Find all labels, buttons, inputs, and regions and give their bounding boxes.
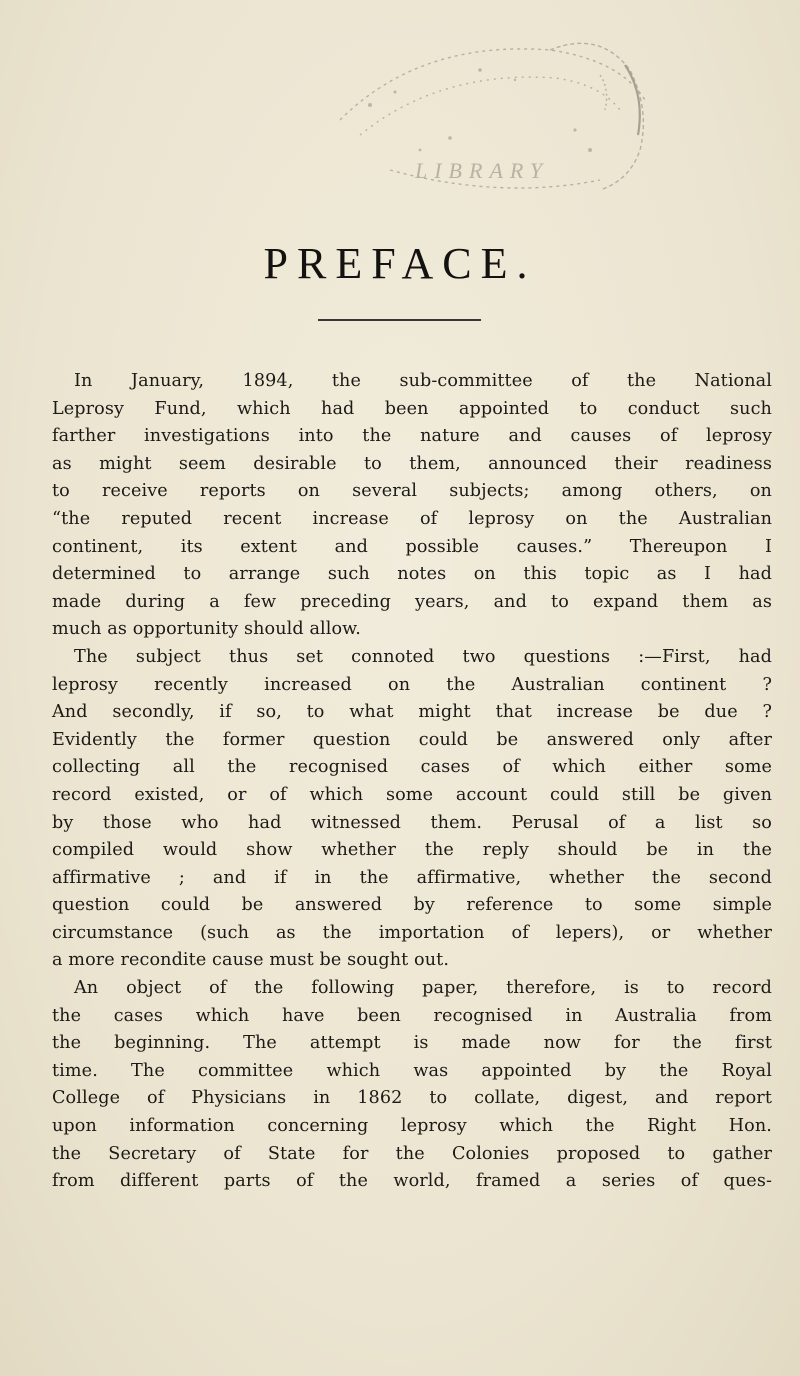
text-line: Evidently the former question could be answered only after bbox=[52, 729, 772, 750]
text-line: to receive reports on several subjects; among others, on bbox=[52, 481, 772, 502]
text-line: record existed, or of which some account could still be given bbox=[52, 784, 772, 805]
text-line: College of Physicians in 1862 to collate, digest, and report bbox=[52, 1088, 772, 1109]
text-line: An object of the following paper, therefore, is to record bbox=[74, 978, 772, 999]
text-line: circumstance (such as the importation of lepers), or whether bbox=[52, 922, 772, 943]
text-line: much as opportunity should allow. bbox=[52, 619, 361, 640]
text-line: the beginning. The attempt is made now for the first bbox=[52, 1033, 772, 1054]
text-line: “the reputed recent increase of leprosy on the Australian bbox=[52, 508, 772, 529]
text-line: The subject thus set connoted two questions :—First, had bbox=[74, 646, 772, 667]
text-line: continent, its extent and possible causes.” Thereupon I bbox=[52, 536, 772, 557]
text-line: the cases which have been recognised in Australia from bbox=[52, 1005, 772, 1026]
text-line: upon information concerning leprosy which the Right Hon. bbox=[52, 1116, 772, 1137]
page-title: PREFACE. bbox=[263, 239, 537, 288]
text-line: affirmative ; and if in the affirmative, whether the second bbox=[52, 867, 772, 888]
text-line: question could be answered by reference to some simple bbox=[52, 895, 772, 916]
text-line: made during a few preceding years, and to expand them as bbox=[52, 591, 772, 612]
text-line: Leprosy Fund, which had been appointed to conduct such bbox=[52, 398, 772, 419]
library-stamp-image bbox=[300, 10, 670, 210]
text-line: time. The committee which was appointed by the Royal bbox=[52, 1060, 772, 1081]
text-line: leprosy recently increased on the Australian continent ? bbox=[52, 674, 772, 695]
text-line: as might seem desirable to them, announced their readiness bbox=[52, 453, 772, 474]
text-line: compiled would show whether the reply should be in the bbox=[52, 840, 772, 861]
text-line: determined to arrange such notes on this topic as I had bbox=[52, 564, 772, 585]
text-line: collecting all the recognised cases of which either some bbox=[52, 757, 772, 778]
text-line: from different parts of the world, framed a series of ques- bbox=[52, 1171, 772, 1192]
text-line: a more recondite cause must be sought out. bbox=[52, 950, 450, 971]
title-divider bbox=[318, 319, 481, 321]
preface-text bbox=[52, 368, 772, 1196]
svg-text:LIBRARY: LIBRARY bbox=[415, 158, 550, 183]
text-line: the Secretary of State for the Colonies proposed to gather bbox=[52, 1143, 772, 1164]
text-line: by those who had witnessed them. Perusal of a list so bbox=[52, 812, 772, 833]
text-line: farther investigations into the nature and causes of leprosy bbox=[52, 426, 772, 447]
text-line: And secondly, if so, to what might that increase be due ? bbox=[52, 702, 772, 723]
text-line: In January, 1894, the sub-committee of the National bbox=[74, 371, 772, 391]
